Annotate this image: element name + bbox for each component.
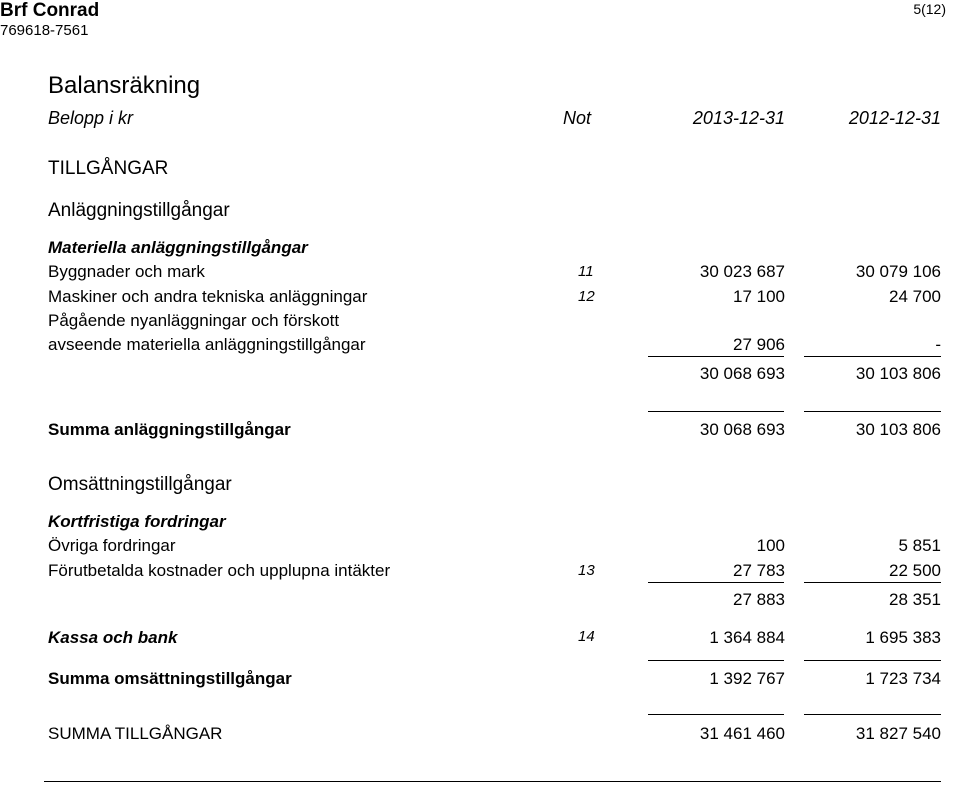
- page-title: Balansräkning: [48, 72, 201, 99]
- total-rule: [648, 411, 784, 412]
- row-value-2012: 30 079 106: [855, 262, 941, 281]
- assets-heading: TILLGÅNGAR: [48, 158, 169, 179]
- grand-total-2012: 31 827 540: [855, 724, 941, 743]
- row-label: Maskiner och andra tekniska anläggningar: [48, 287, 368, 306]
- total-rule: [804, 660, 941, 661]
- org-number: 769618-7561: [0, 22, 89, 39]
- subtotal-rule: [648, 356, 784, 357]
- tangible-assets-heading: Materiella anläggningstillgångar: [48, 238, 308, 257]
- row-value-2013: 27 906: [733, 335, 785, 354]
- row-value-2012: -: [935, 335, 941, 354]
- page-number: 5(12): [913, 1, 946, 17]
- row-value-2013: 30 023 687: [699, 262, 785, 281]
- row-label: Byggnader och mark: [48, 262, 205, 281]
- row-note: 13: [578, 562, 595, 579]
- row-value-2012: 22 500: [889, 561, 941, 580]
- bottom-rule: [44, 781, 941, 782]
- cash-value-2013: 1 364 884: [709, 628, 785, 647]
- row-note: 12: [578, 288, 595, 305]
- subtotal-rule: [804, 582, 941, 583]
- fixed-total-2012: 30 103 806: [855, 420, 941, 439]
- grand-total-rule: [804, 714, 941, 715]
- fixed-total-2013: 30 068 693: [699, 420, 785, 439]
- current-total-2013: 1 392 767: [709, 669, 785, 688]
- row-label: Pågående nyanläggningar och förskott: [48, 311, 340, 330]
- current-total-label: Summa omsättningstillgångar: [48, 669, 292, 688]
- column-header-note: Not: [563, 108, 592, 128]
- current-total-2012: 1 723 734: [865, 669, 941, 688]
- column-header-year-2012: 2012-12-31: [848, 108, 941, 128]
- row-note: 11: [578, 263, 594, 280]
- cash-label: Kassa och bank: [48, 628, 178, 647]
- current-subtotal-2013: 27 883: [733, 590, 785, 609]
- row-value-2013: 17 100: [733, 287, 785, 306]
- cash-value-2012: 1 695 383: [865, 628, 941, 647]
- grand-total-label: SUMMA TILLGÅNGAR: [48, 724, 223, 743]
- row-label: Förutbetalda kostnader och upplupna intäkter: [48, 561, 391, 580]
- row-value-2012: 5 851: [898, 536, 941, 555]
- row-value-2013: 27 783: [733, 561, 785, 580]
- fixed-subtotal-2012: 30 103 806: [855, 364, 941, 383]
- column-header-year-2013: 2013-12-31: [692, 108, 785, 128]
- row-value-2012: 24 700: [889, 287, 941, 306]
- cash-note: 14: [578, 628, 595, 645]
- fixed-subtotal-2013: 30 068 693: [699, 364, 785, 383]
- total-rule: [804, 411, 941, 412]
- column-header-amount: Belopp i kr: [48, 108, 134, 128]
- row-label-continued: avseende materiella anläggningstillgångar: [48, 335, 366, 354]
- grand-total-2013: 31 461 460: [699, 724, 785, 743]
- fixed-total-label: Summa anläggningstillgångar: [48, 420, 291, 439]
- subtotal-rule: [804, 356, 941, 357]
- receivables-heading: Kortfristiga fordringar: [48, 512, 226, 531]
- total-rule: [648, 660, 784, 661]
- row-label: Övriga fordringar: [48, 536, 176, 555]
- subtotal-rule: [648, 582, 784, 583]
- fixed-assets-heading: Anläggningstillgångar: [48, 200, 230, 221]
- current-assets-heading: Omsättningstillgångar: [48, 474, 232, 495]
- row-value-2013: 100: [756, 536, 785, 555]
- current-subtotal-2012: 28 351: [889, 590, 941, 609]
- company-name: Brf Conrad: [0, 0, 100, 21]
- grand-total-rule: [648, 714, 784, 715]
